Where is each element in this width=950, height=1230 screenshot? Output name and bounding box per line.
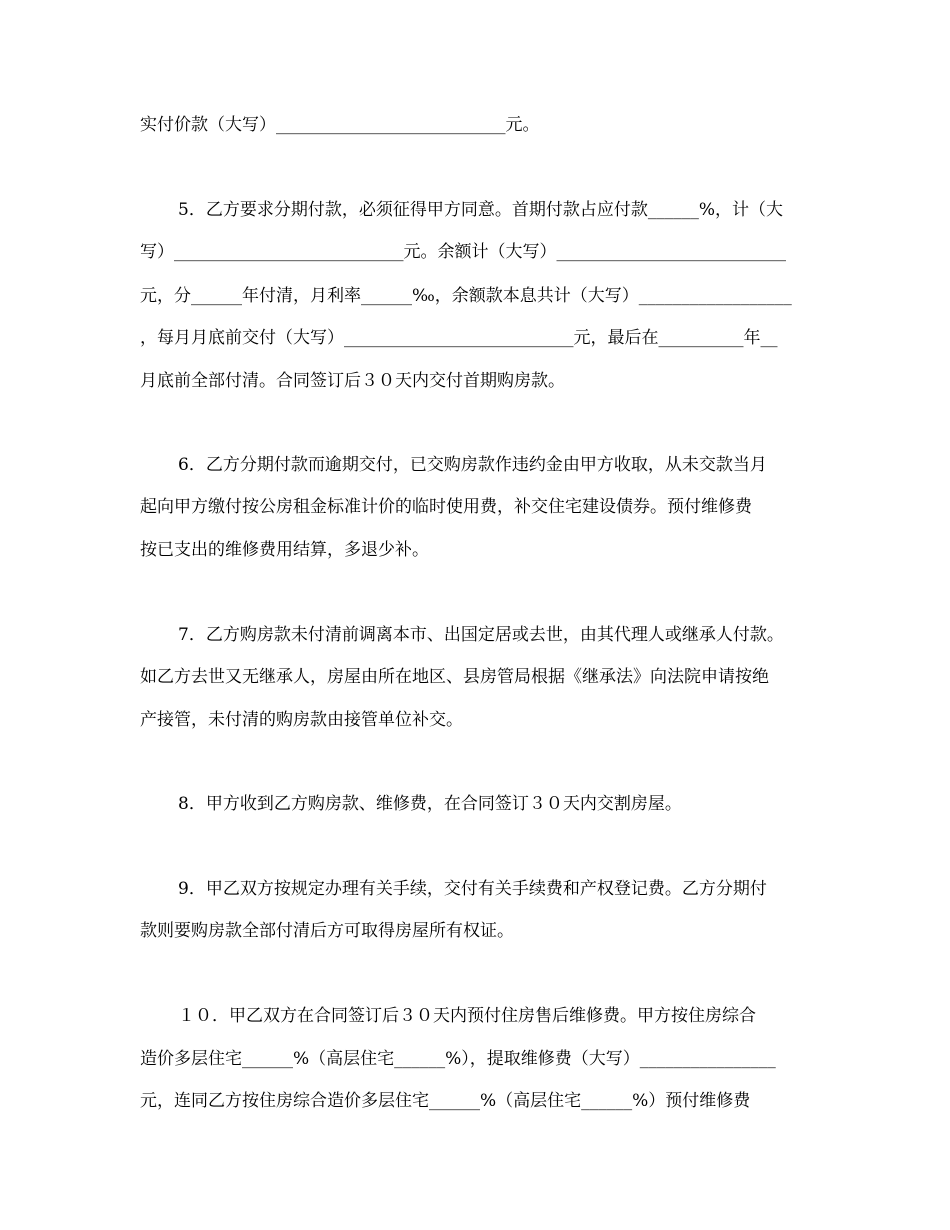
doc-line-clause-8-1: 8．甲方收到乙方购房款、维修费，在合同签订３０天内交割房屋。 xyxy=(178,794,682,814)
doc-line-clause-9-1: 9．甲乙双方按规定办理有关手续，交付有关手续费和产权登记费。乙方分期付 xyxy=(178,879,767,899)
doc-line-clause-9-2: 款则要购房款全部付清后方可取得房屋所有权证。 xyxy=(140,921,514,941)
doc-line-clause-7-1: 7．乙方购房款未付清前调离本市、出国定居或去世，由其代理人或继承人付款。 xyxy=(178,625,784,645)
doc-line-clause-5-4: ，每月月底前交付（大写）___________________________元，最后在__________年__ xyxy=(140,328,778,348)
doc-line-paid-price: 实付价款（大写）___________________________元。 xyxy=(140,115,540,135)
doc-line-clause-6-2: 起向甲方缴付按公房租金标准计价的临时使用费，补交住宅建设债券。预付维修费 xyxy=(140,497,752,517)
doc-line-clause-10-1: １０．甲乙双方在合同签订后３０天内预付住房售后维修费。甲方按住房综合 xyxy=(178,1006,756,1026)
doc-line-clause-5-5: 月底前全部付清。合同签订后３０天内交付首期购房款。 xyxy=(140,371,565,391)
doc-line-clause-6-3: 按已支出的维修费用结算，多退少补。 xyxy=(140,540,429,560)
doc-line-clause-5-1: 5．乙方要求分期付款，必须征得甲方同意。首期付款占应付款______%，计（大 xyxy=(178,200,783,220)
doc-line-clause-7-2: 如乙方去世又无继承人，房屋由所在地区、县房管局根据《继承法》向法院申请按绝 xyxy=(140,667,769,687)
doc-line-clause-5-2: 写）___________________________元。余额计（大写）___________________________ xyxy=(140,242,786,262)
doc-line-clause-6-1: 6．乙方分期付款而逾期交付，已交购房款作违约金由甲方收取，从未交款当月 xyxy=(178,455,767,475)
doc-line-clause-5-3: 元，分______年付清，月利率______‰，余额款本息共计（大写）__________________ xyxy=(140,286,792,306)
doc-line-clause-10-3: 元，连同乙方按住房综合造价多层住宅______%（高层住宅______%）预付维修费 xyxy=(140,1091,751,1111)
doc-line-clause-7-3: 产接管，未付清的购房款由接管单位补交。 xyxy=(140,710,463,730)
doc-line-clause-10-2: 造价多层住宅______%（高层住宅______%），提取维修费（大写）________________ xyxy=(140,1049,776,1069)
